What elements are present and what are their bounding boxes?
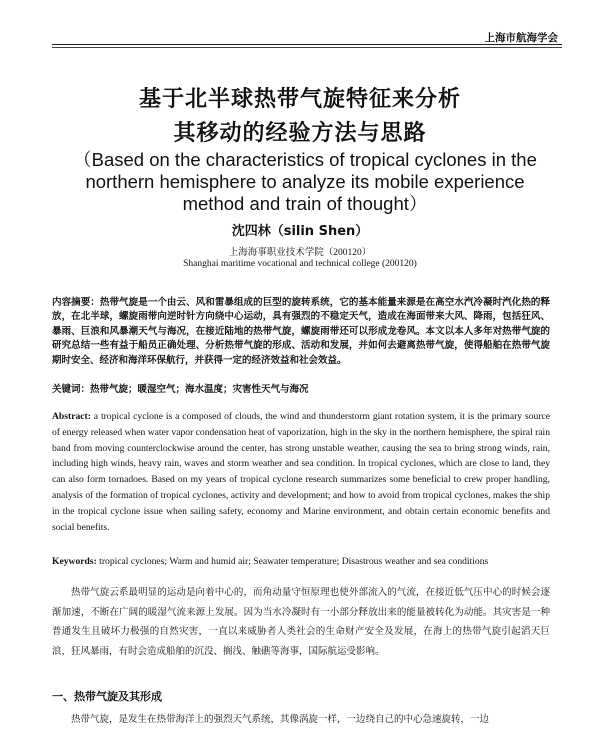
- abstract-en: [52, 409, 550, 535]
- keywords-cn-label: 关键词：: [52, 384, 91, 395]
- body-paragraph-2: 热带气旋，是发生在热带海洋上的强烈天气系统，其像涡旋一样，一边绕自己的中心急速旋转，一边: [71, 714, 490, 725]
- abstract-en-text: a tropical cyclone is a composed of clouds, the wind and thunderstorm giant rotation system, it is the primary source of energy released when water vapor condensation heat of vaporization, high in the sky in the northern hemisphere, the spiral rain band from moving counterclockwise around the center, has strong unstable weather, causing the sea to bring strong winds, rain, including high winds, heavy rain, waves and storm weather and sea condition. In tropical cyclones, which are close to land, they can also form tornadoes. Based on my years of tropical cyclone research summarizes some beneficial to crew proper handling, analysis of the formation of tropical cyclones, activity and development; and how to avoid from tropical cyclones, makes the ship in the tropical cyclone issue when sailing safety, economy and Marine environment, and obtain certain economic benefits and social benefits.: [52, 411, 550, 533]
- keywords-cn-text: 热带气旋；暖湿空气；海水温度；灾害性天气与海况: [90, 384, 309, 395]
- title-cn-line2: 其移动的经验方法与思路: [173, 121, 427, 146]
- abstract-cn-label: 内容摘要：: [52, 297, 100, 308]
- keywords-en: [52, 556, 550, 567]
- body-paragraph-1: 热带气旋云系最明显的运动是向着中心的，而角动量守恒原理也使外部流入的气流，在接近低气压中心的时候会逐渐加速，不断在广阔的暖湿气流来源上发展。因为当水冷凝时有一小部分释放出来的能量被转化为动能。其灾害是一种普通发生且破坏力极强的自然灾害，一直以来威胁者人类社会的生命财产安全及发展，在海上的热带气旋引起滔天巨浪，狂风暴雨，有时会造成船舶的沉没、搁浅、触礁等海事，国际航运受影响。: [52, 587, 550, 657]
- abstract-cn: [52, 296, 550, 368]
- header-rule: [52, 44, 562, 45]
- keywords-en-label: Keywords:: [52, 556, 97, 567]
- keywords-en-text: tropical cyclones; Warm and humid air; Seawater temperature; Disastrous weather and sea conditions: [96, 556, 489, 567]
- header-rule-thin: [52, 47, 562, 48]
- keywords-cn: [52, 381, 550, 395]
- abstract-cn-text: 热带气旋是一个由云、风和雷暴组成的巨型的旋转系统，它的基本能量来源是在高空水汽冷凝时汽化热的释放，在北半球，螺旋雨带向逆时针方向绕中心运动，具有强烈的不稳定天气，造成在海面带来大风、降雨，包括狂风、暴雨、巨浪和风暴潮天气与海况，在接近陆地的热带气旋，螺旋雨带还可以形成龙卷风。本文以本人多年对热带气旋的研究总结一些有益于船员正确处理、分析热带气旋的形成、活动和发展，并如何去避离热带气旋，使得船舶在热带气旋期时安全、经济和海洋环保航行，并获得一定的经济效益和社会效益。: [52, 297, 550, 366]
- title-cn-line1: 基于北半球热带气旋特征来分析: [138, 87, 461, 112]
- affiliation-en: Shanghai maritime vocational and technical college (200120): [183, 259, 417, 269]
- section-heading-1: 一、热带气旋及其形成: [52, 690, 162, 703]
- author: 沈四林（silin Shen）: [231, 224, 369, 239]
- journal-name: 上海市航海学会: [484, 32, 558, 44]
- abstract-en-label: Abstract:: [52, 411, 91, 422]
- affiliation-cn: 上海海事职业技术学院（200120）: [228, 248, 372, 258]
- title-en: （Based on the characteristics of tropical cyclones in the northern hemisphere to analyze its mobile experience method and train of thought）: [73, 149, 537, 214]
